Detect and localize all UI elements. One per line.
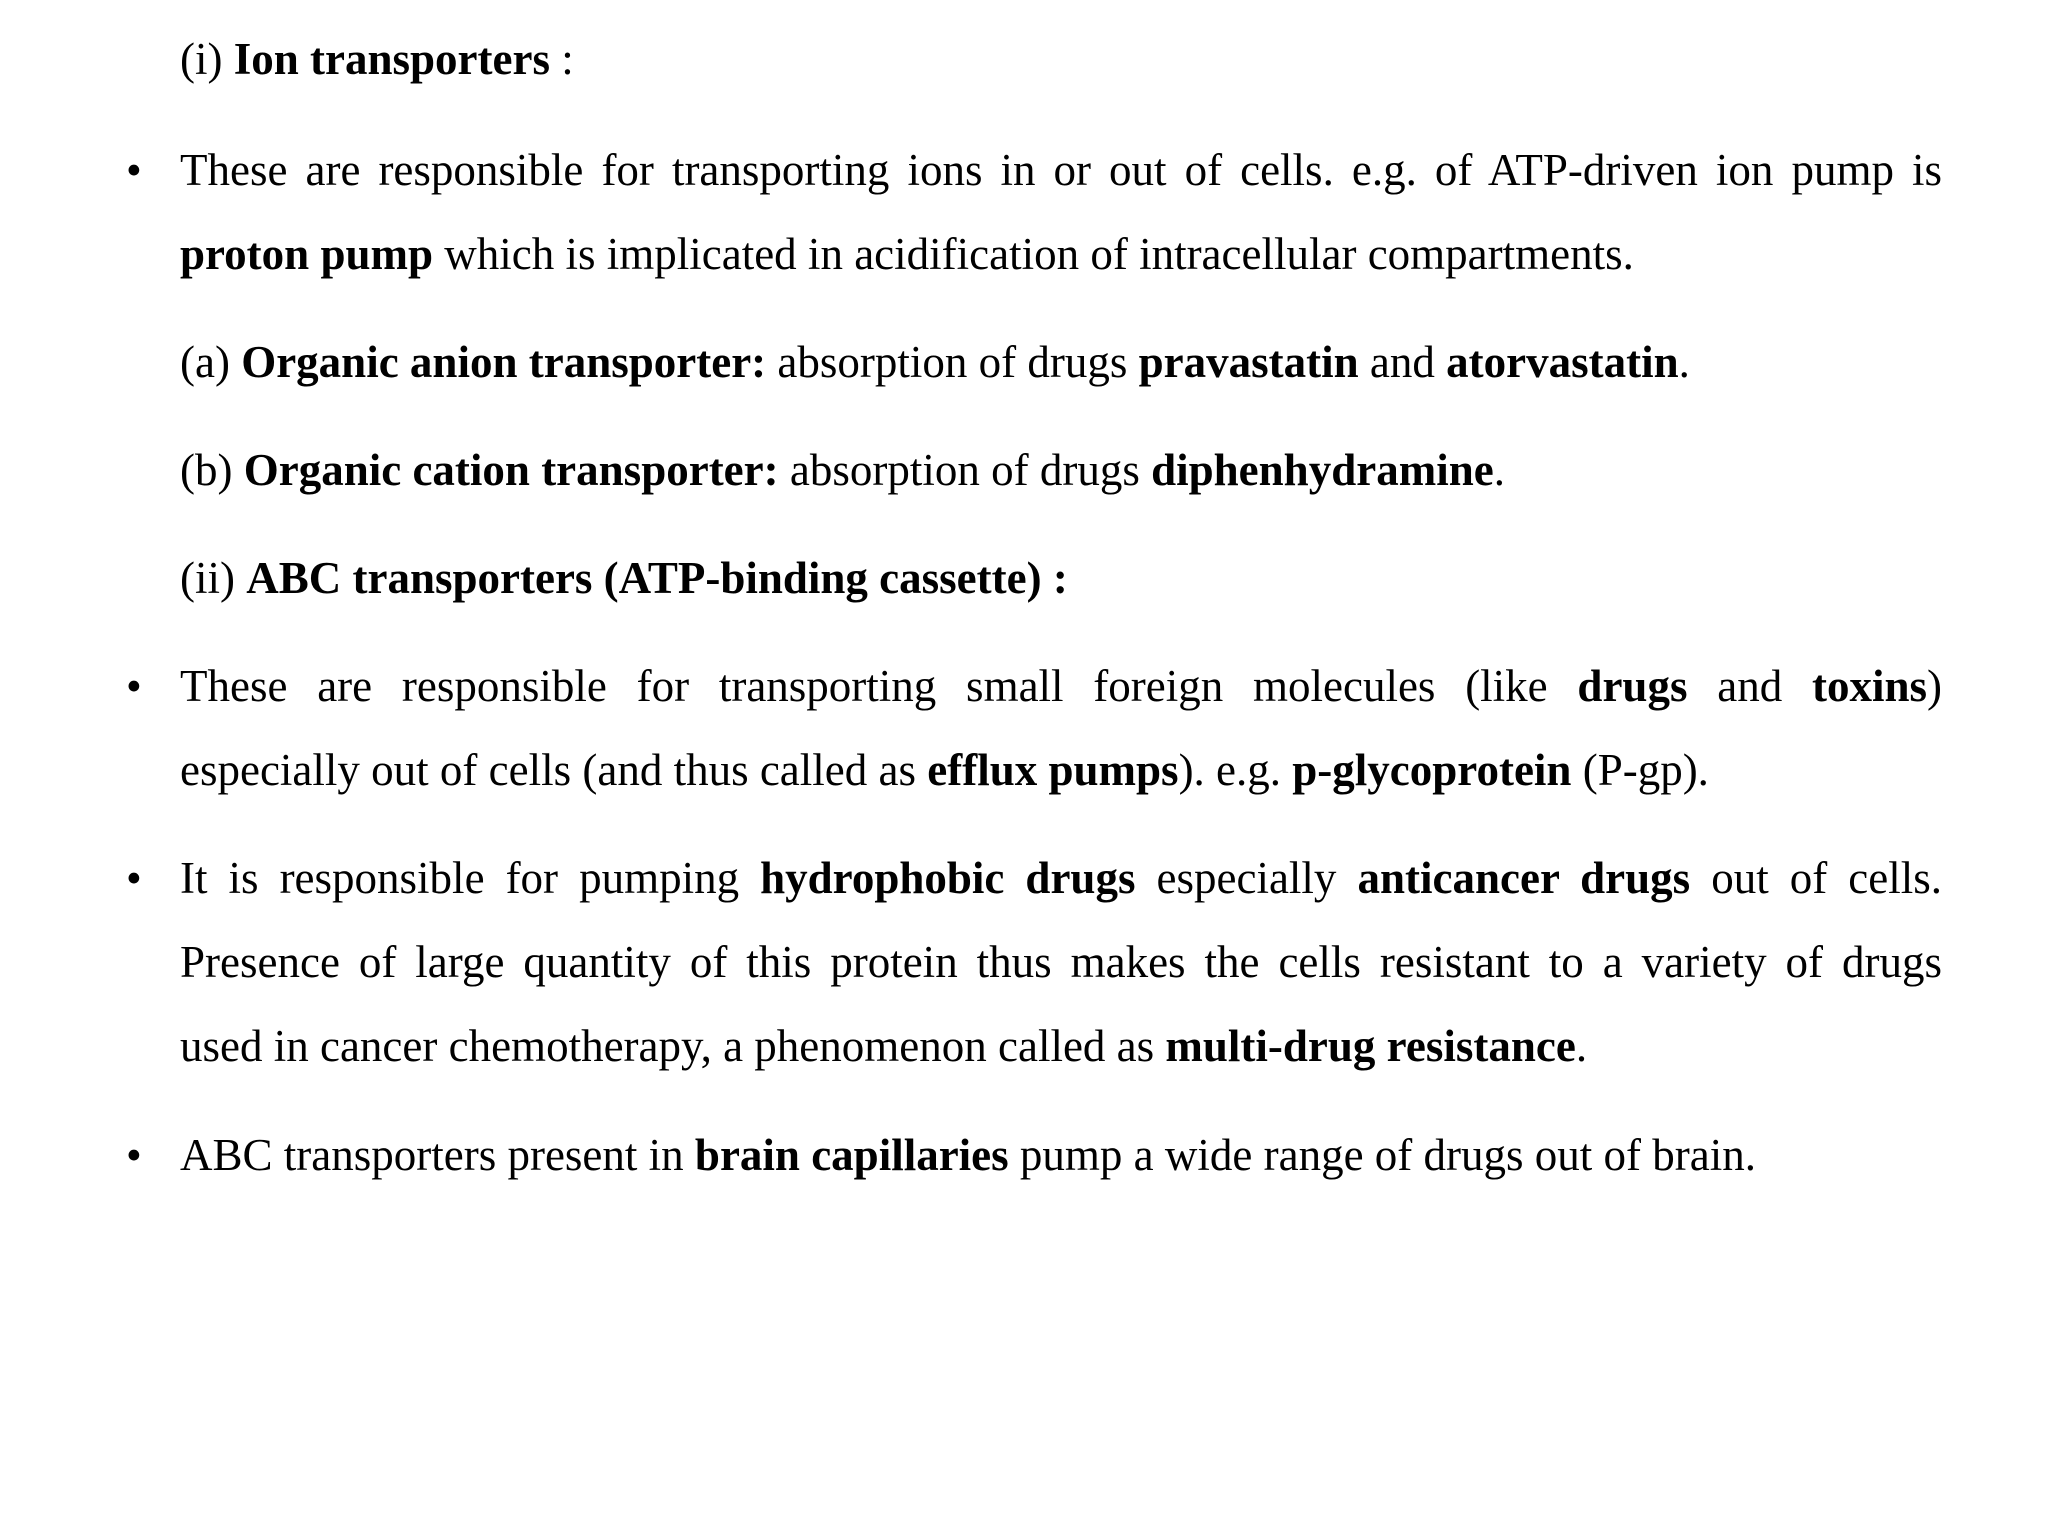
- text-run: These are responsible for transporting ions in or out of cells. e.g. of ATP-driven ion pump is: [180, 145, 1942, 195]
- heading-ion-transporters: [180, 34, 574, 84]
- text-run: ABC transporters present in: [180, 1130, 695, 1180]
- bold-text: Organic anion transporter:: [241, 337, 767, 387]
- text-run: especially: [1135, 853, 1358, 903]
- bullet-ion-transport-line-1: [180, 145, 1942, 195]
- bold-text: proton pump: [180, 229, 434, 279]
- bold-text: pravastatin: [1138, 337, 1359, 387]
- text-run: Presence of large quantity of this protein thus makes the cells resistant to a variety of drugs: [180, 937, 1942, 987]
- bold-text: diphenhydramine: [1151, 445, 1494, 495]
- text-run: It is responsible for pumping: [180, 853, 761, 903]
- bullet-abc-function-line-1: [180, 661, 1942, 711]
- text-run: (P-gp).: [1571, 745, 1709, 795]
- heading-abc-transporters: [180, 553, 1068, 603]
- text-run: and: [1687, 661, 1812, 711]
- text-run: pump a wide range of drugs out of brain.: [1008, 1130, 1756, 1180]
- bold-text: efflux pumps: [927, 745, 1179, 795]
- bold-text: toxins: [1811, 661, 1927, 711]
- bold-text: ABC transporters (ATP-binding cassette) :: [246, 553, 1068, 603]
- item-organic-cation-transporter: [180, 445, 1505, 495]
- text-run: ): [1927, 661, 1942, 711]
- text-run: .: [1575, 1021, 1588, 1071]
- bullet-pgp-line-2: [180, 937, 1942, 987]
- text-run: absorption of drugs: [766, 337, 1139, 387]
- bullet-abc-function-line-2: [180, 745, 1709, 795]
- bullet-pgp-line-3: [180, 1021, 1588, 1071]
- bullet-brain-capillaries: [180, 1130, 1756, 1180]
- text-run: absorption of drugs: [778, 445, 1152, 495]
- bullet-marker: •: [126, 661, 142, 711]
- bullet-ion-transport-line-2: [180, 229, 1634, 279]
- bold-text: brain capillaries: [694, 1130, 1009, 1180]
- bullet-marker: •: [126, 853, 142, 903]
- text-run: (i): [180, 34, 234, 84]
- bold-text: hydrophobic drugs: [760, 853, 1136, 903]
- text-run: .: [1493, 445, 1505, 495]
- text-run: out of cells.: [1690, 853, 1942, 903]
- bold-text: Organic cation transporter:: [243, 445, 779, 495]
- text-run: ). e.g.: [1178, 745, 1293, 795]
- bullet-marker: •: [126, 1130, 142, 1180]
- text-run: (a): [180, 337, 242, 387]
- text-run: (b): [180, 445, 244, 495]
- bold-text: anticancer drugs: [1357, 853, 1691, 903]
- item-organic-anion-transporter: [180, 337, 1690, 387]
- text-run: especially out of cells (and thus called as: [180, 745, 928, 795]
- text-run: .: [1678, 337, 1690, 387]
- text-run: These are responsible for transporting small foreign molecules (like: [180, 661, 1578, 711]
- text-run: :: [549, 34, 574, 84]
- bold-text: drugs: [1577, 661, 1688, 711]
- bullet-marker: •: [126, 145, 142, 195]
- text-run: used in cancer chemotherapy, a phenomenon called as: [180, 1021, 1166, 1071]
- text-run: which is implicated in acidification of intracellular compartments.: [433, 229, 1634, 279]
- text-run: and: [1358, 337, 1447, 387]
- bold-text: atorvastatin: [1446, 337, 1679, 387]
- text-run: (ii): [180, 553, 247, 603]
- bold-text: p-glycoprotein: [1292, 745, 1572, 795]
- bullet-pgp-line-1: [180, 853, 1942, 903]
- bold-text: Ion transporters: [233, 34, 550, 84]
- bold-text: multi-drug resistance: [1165, 1021, 1576, 1071]
